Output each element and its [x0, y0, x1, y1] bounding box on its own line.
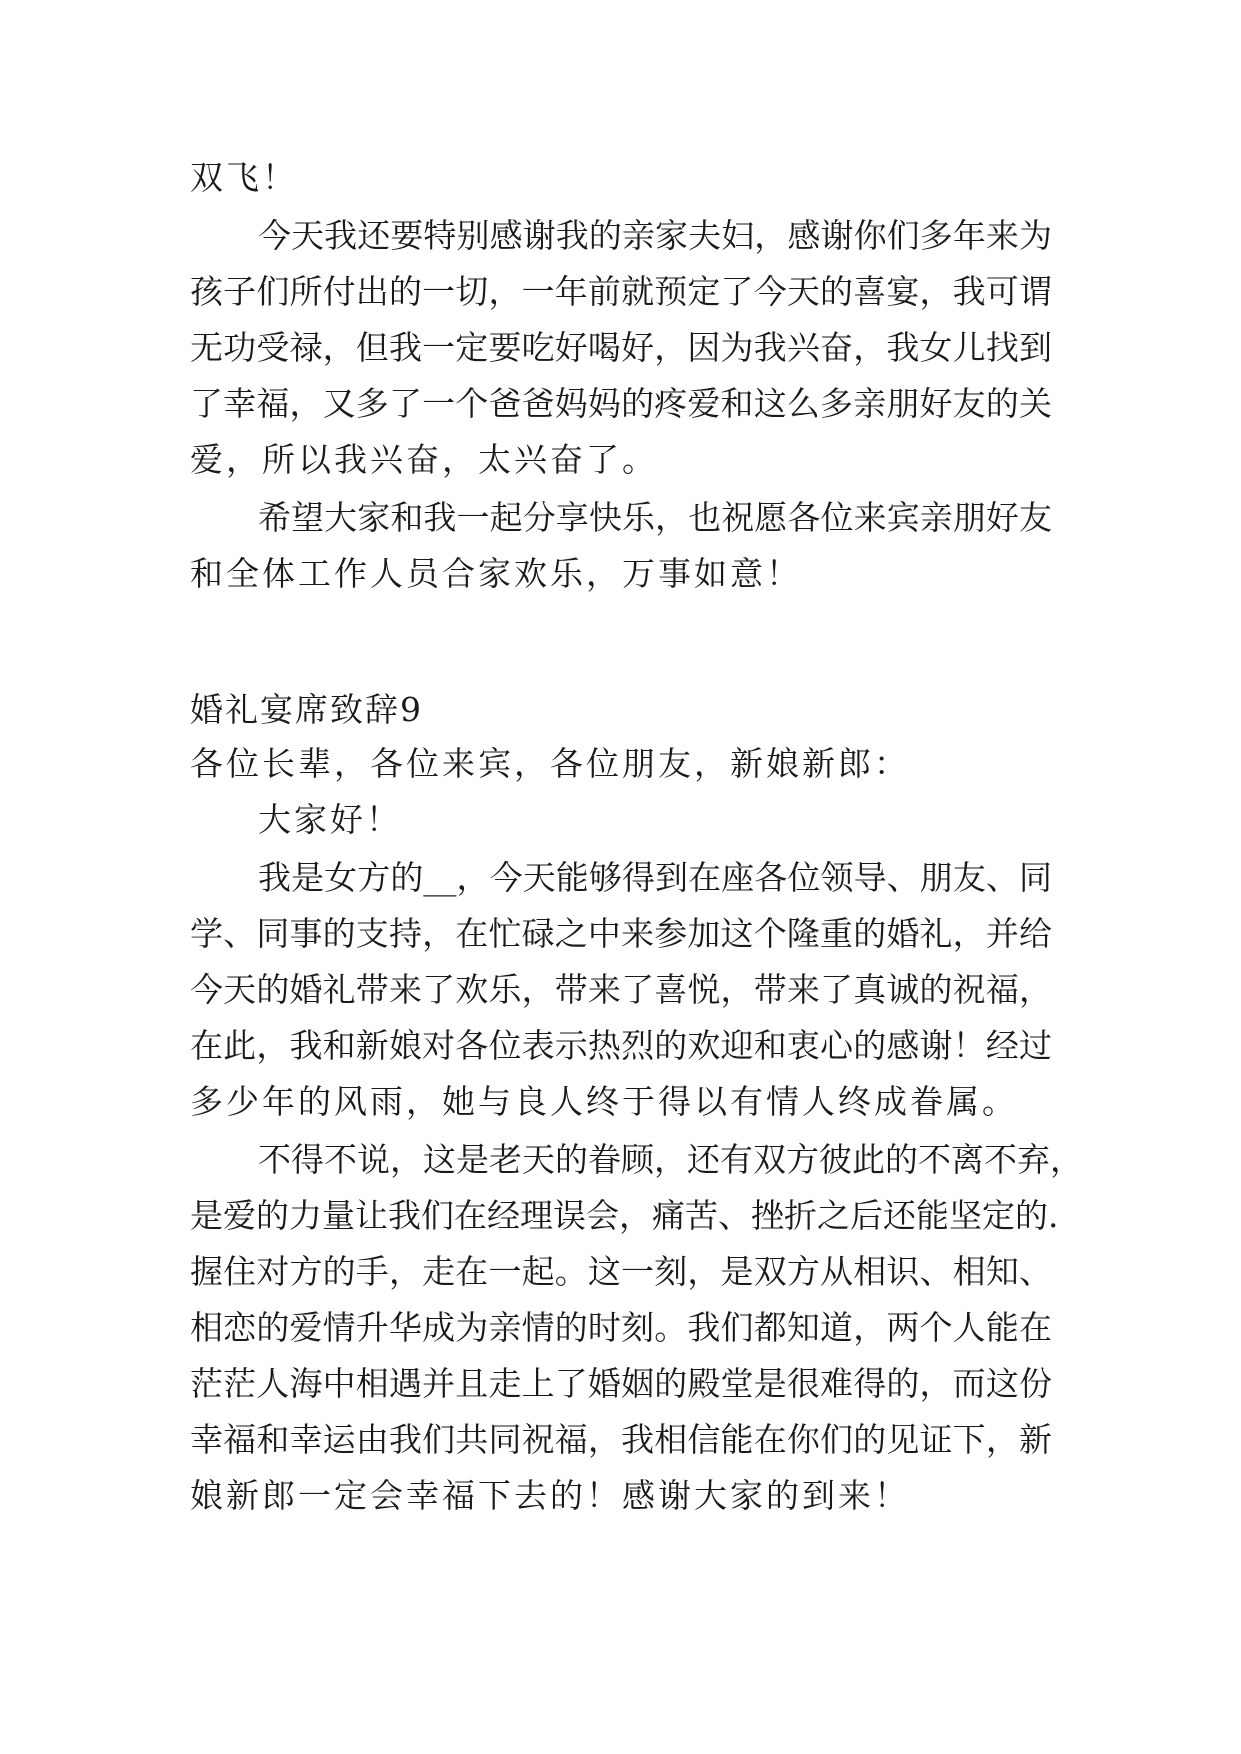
- paragraph-line: 爱，所以我兴奋，太兴奋了。: [190, 440, 658, 479]
- paragraph-line: 握住对方的手，走在一起。这一刻，是双方从相识、相知、: [190, 1252, 1052, 1291]
- paragraph-line: 相恋的爱情升华成为亲情的时刻。我们都知道，两个人能在: [190, 1308, 1052, 1347]
- paragraph-line: 是爱的力量让我们在经理误会，痛苦、挫折之后还能坚定的.: [190, 1196, 1059, 1235]
- paragraph-line: 了幸福，又多了一个爸爸妈妈的疼爱和这么多亲朋好友的关: [190, 384, 1052, 423]
- paragraph-line: 双飞！: [190, 158, 298, 197]
- section-heading: 婚礼宴席致辞9: [190, 690, 423, 729]
- paragraph-line: 在此，我和新娘对各位表示热烈的欢迎和衷心的感谢！经过: [190, 1026, 1052, 1065]
- paragraph-line: 幸福和幸运由我们共同祝福，我相信能在你们的见证下，新: [190, 1420, 1052, 1459]
- paragraph-line: 多少年的风雨，她与良人终于得以有情人终成眷属。: [190, 1082, 1018, 1121]
- paragraph-line: 我是女方的__，今天能够得到在座各位领导、朋友、同: [258, 858, 1052, 897]
- paragraph-line: 娘新郎一定会幸福下去的！感谢大家的到来！: [190, 1476, 910, 1515]
- paragraph-line: 希望大家和我一起分享快乐，也祝愿各位来宾亲朋好友: [258, 498, 1052, 537]
- paragraph-line: 今天我还要特别感谢我的亲家夫妇，感谢你们多年来为: [258, 216, 1052, 255]
- paragraph-line: 无功受禄，但我一定要吃好喝好，因为我兴奋，我女儿找到: [190, 328, 1052, 367]
- salutation-line: 各位长辈，各位来宾，各位朋友，新娘新郎：: [190, 744, 910, 783]
- paragraph-line: 茫茫人海中相遇并且走上了婚姻的殿堂是很难得的，而这份: [190, 1364, 1052, 1403]
- greeting-line: 大家好！: [258, 800, 402, 839]
- paragraph-line: 和全体工作人员合家欢乐，万事如意！: [190, 554, 802, 593]
- paragraph-line: 不得不说，这是老天的眷顾，还有双方彼此的不离不弃，: [258, 1140, 1083, 1179]
- paragraph-line: 孩子们所付出的一切，一年前就预定了今天的喜宴，我可谓: [190, 272, 1052, 311]
- paragraph-line: 今天的婚礼带来了欢乐，带来了喜悦，带来了真诚的祝福，: [190, 970, 1052, 1009]
- paragraph-line: 学、同事的支持，在忙碌之中来参加这个隆重的婚礼，并给: [190, 914, 1052, 953]
